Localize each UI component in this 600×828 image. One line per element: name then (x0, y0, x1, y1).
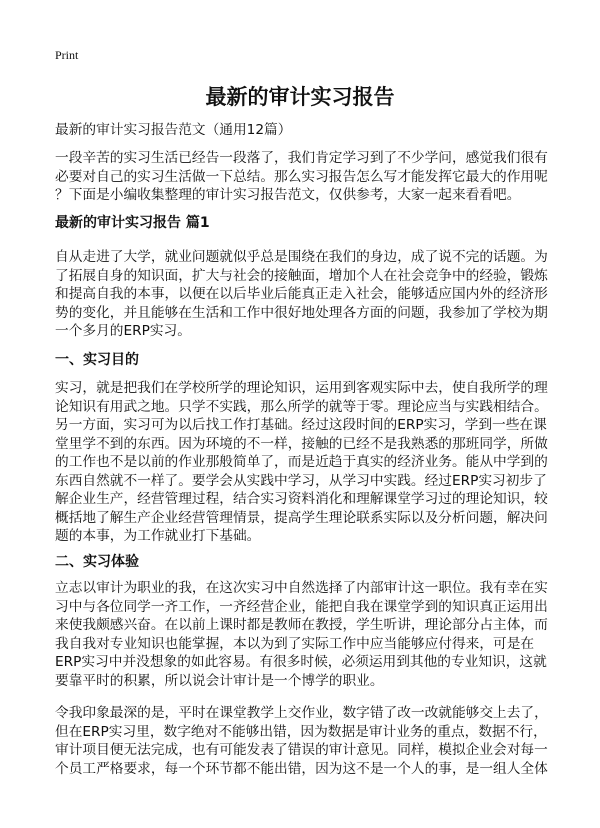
section-title: 最新的审计实习报告 篇1 (55, 215, 210, 231)
text-line: 自从走进了大学，就业问题就似乎总是围绕在我们的身边，成了说不完的话题。为 (55, 249, 548, 265)
text-line: 堂里学不到的东西。因为环境的不一样，接触的已经不是我熟悉的那班同学，所做 (55, 435, 548, 452)
text-line: 个员工严格要求，每一个环节都不能出错，因为这不是一个人的事，是一组人全体 (55, 760, 548, 777)
paragraph-3 (55, 579, 575, 690)
paragraph-1 (55, 248, 575, 341)
text-line: 了拓展自身的知识面，扩大与社会的接触面，增加个人在社会竞争中的经验，锻炼 (55, 267, 548, 284)
text-line: 审计项目便无法完成，也有可能发表了错误的审计意见。同样，模拟企业会对每一 (55, 742, 548, 758)
text-line: 要靠平时的积累，所以说会计审计是一个博学的职业。 (55, 672, 384, 689)
print-link[interactable]: Print (55, 48, 79, 62)
text-line: 解企业生产，经营管理过程，结合实习资料消化和理解课堂学习过的理论知识，较 (55, 491, 548, 507)
text-line: 一段辛苦的实习生活已经告一段落了，我们肯定学习到了不少学问，感觉我们很有 (55, 150, 548, 166)
text-line: 实习，就是把我们在学校所学的理论知识，运用到客观实际中去，使自我所学的理 (55, 380, 548, 396)
text-line: 令我印象最深的是，平时在课堂教学上交作业，数字错了改一改就能够交上去了， (55, 705, 548, 721)
text-line: 但在ERP实习里，数字绝对不能够出错，因为数据是审计业务的重点，数据不行， (55, 723, 547, 740)
text-line: 另一方面，实习可为以后找工作打基础。经过这段时间的ERP实习，学到一些在课 (55, 417, 547, 433)
text-line: 一个多月的ERP实习。 (55, 323, 191, 339)
text-line: ？下面是小编收集整理的审计实习报告范文，仅供参考，大家一起来看看吧。 (55, 187, 521, 203)
text-line: 立志以审计为职业的我，在这次实习中自然选择了内部审计这一职位。我有幸在实 (55, 580, 548, 596)
text-line: 的工作也不是以前的作业那般简单了，而是近趋于真实的经济业务。能从中学到的 (55, 454, 548, 470)
subtitle: 最新的审计实习报告范文（通用12篇） (55, 122, 292, 138)
text-line: 概括地了解生产企业经营管理情景，提高学生理论联系实际以及分析问题，解决问 (55, 509, 548, 526)
paragraph-2 (55, 379, 575, 546)
text-line: ERP实习中并没想象的如此容易。有很多时候，必须运用到其他的专业知识，这就 (55, 654, 547, 670)
text-line: 势的变化，并且能够在生活和工作中很好地处理各方面的问题，我参加了学校为期 (55, 304, 548, 321)
text-line: 我自我对专业知识也能掌握，本以为到了实际工作中应当能够应付得来，可是在 (55, 635, 535, 652)
text-line: 题的本事，为工作就业打下基础。 (55, 528, 261, 544)
text-line: 来使我颇感兴奋。在以前上课时都是教师在教授，学生听讲，理论部分占主体，而 (55, 617, 548, 633)
paragraph-4 (55, 704, 575, 778)
heading-purpose: 一、实习目的 (55, 352, 139, 368)
text-line: 东西自然就不一样了。要学会从实践中学习，从学习中实践。经过ERP实习初步了 (55, 472, 547, 489)
heading-experience: 二、实习体验 (55, 554, 139, 570)
text-line: 必要对自己的实习生活做一下总结。那么实习报告怎么写才能发挥它最大的作用呢 (55, 168, 548, 185)
text-line: 习中与各位同学一齐工作，一齐经营企业，能把自我在课堂学到的知识真正运用出 (55, 598, 548, 615)
text-line: 论知识有用武之地。只学不实践，那么所学的就等于零。理论应当与实践相结合。 (55, 398, 548, 415)
page-title: 最新的审计实习报告 (205, 85, 395, 109)
intro-paragraph (55, 149, 575, 205)
text-line: 和提高自我的本事，以便在以后毕业后能真正走入社会，能够适应国内外的经济形 (55, 286, 548, 302)
